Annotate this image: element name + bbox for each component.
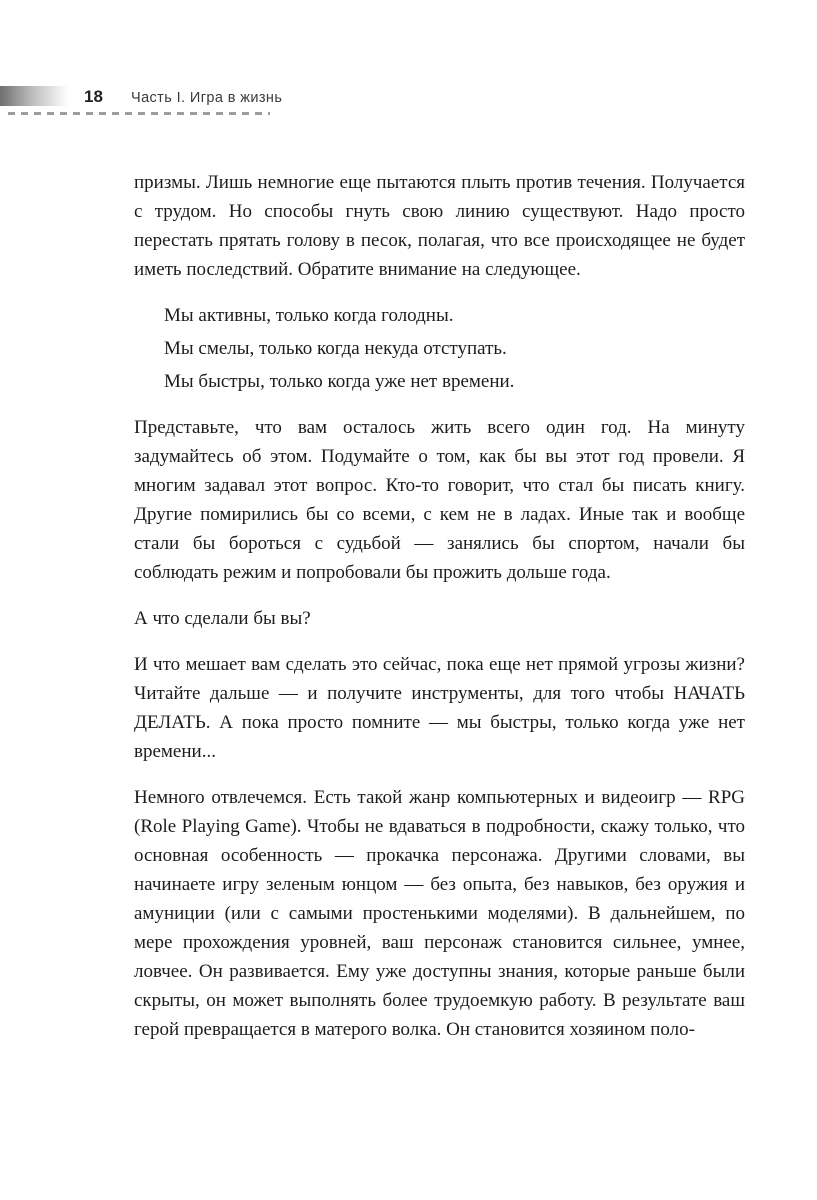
- body-text: [134, 168, 745, 1061]
- paragraph: А что сделали бы вы?: [134, 608, 311, 629]
- dashed-divider: [8, 112, 270, 115]
- paragraph: Немного отвлечемся. Есть такой жанр компьютерных и видеоигр — RPG (Role Playing Game). Чтобы не вдаваться в подробности, скажу только, что основная особенность — прокачка персонажа. Другими словами, вы начинаете игру зеленым юнцом — без опыта, без навыков, без оружия и амуниции (или с самыми простенькими моделями). В дальнейшем, по мере прохождения уровней, ваш персонаж становится сильнее, умнее, ловчее. Он развивается. Ему уже доступны знания, которые раньше были скрыты, он может выполнять более трудоемкую работу. В результате ваш герой превращается в матерого волка. Он становится хозяином поло-: [134, 787, 745, 1040]
- paragraph: Представьте, что вам осталось жить всего один год. На минуту задумайтесь об этом. Подумайте о том, как бы вы этот год провели. Я многим задавал этот вопрос. Кто-то говорит, что стал бы писать книгу. Другие помирились бы со всеми, с кем не в ладах. Иные так и вообще стали бы бороться с судьбой — занялись бы спортом, начали бы соблюдать режим и попробовали бы прожить дольше года.: [134, 417, 745, 583]
- quote-line: Мы активны, только когда голодны.: [164, 305, 454, 326]
- paragraph: И что мешает вам сделать это сейчас, пока еще нет прямой угрозы жизни? Читайте дальше — и получите инструменты, для того чтобы НАЧАТЬ ДЕЛАТЬ. А пока просто помните — мы быстры, только когда уже нет времени...: [134, 654, 745, 762]
- header-gradient-bar: [0, 86, 68, 106]
- page-number: 18: [84, 87, 103, 106]
- quote-line: Мы смелы, только когда некуда отступать.: [164, 338, 507, 359]
- paragraph: призмы. Лишь немногие еще пытаются плыть против течения. Получается с трудом. Но способы гнуть свою линию существуют. Надо просто перестать прятать голову в песок, полагая, что все происходящее не будет иметь последствий. Обратите внимание на следующее.: [134, 172, 745, 280]
- quote-line: Мы быстры, только когда уже нет времени.: [164, 371, 515, 392]
- chapter-title: Часть I. Игра в жизнь: [131, 90, 283, 106]
